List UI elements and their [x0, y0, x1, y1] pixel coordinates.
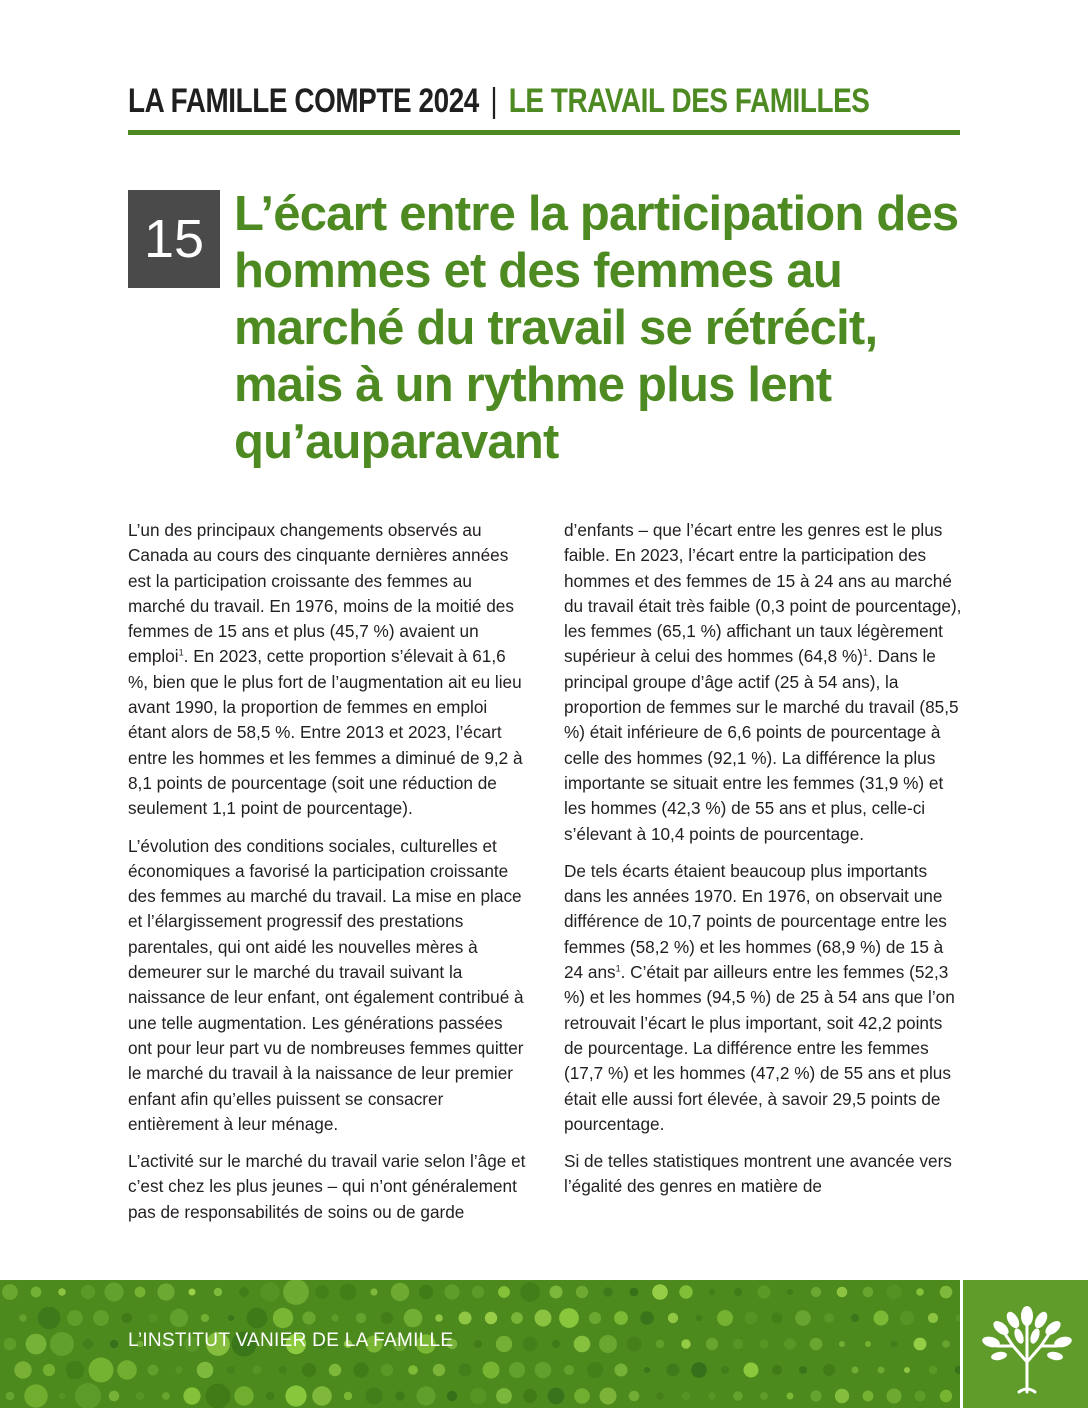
- decorative-dot: [408, 1365, 418, 1375]
- decorative-dot: [365, 1387, 382, 1404]
- decorative-dot: [942, 1340, 950, 1348]
- decorative-dot: [447, 1391, 457, 1401]
- decorative-dot: [603, 1287, 612, 1296]
- decorative-dot: [574, 1388, 590, 1404]
- decorative-dot: [253, 1366, 262, 1375]
- decorative-dot: [279, 1366, 287, 1374]
- decorative-dot: [419, 1285, 433, 1299]
- decorative-dot: [470, 1388, 487, 1405]
- decorative-dot: [485, 1312, 497, 1324]
- decorative-dot: [459, 1312, 472, 1325]
- decorative-dot: [83, 1339, 93, 1349]
- decorative-dot: [915, 1391, 926, 1402]
- decorative-dot: [109, 1391, 120, 1402]
- decorative-dot: [89, 1358, 114, 1383]
- decorative-dot: [14, 1361, 31, 1378]
- decorative-dot: [839, 1341, 845, 1347]
- decorative-dot: [498, 1286, 510, 1298]
- decorative-dot: [2, 1284, 18, 1300]
- decorative-dot: [630, 1288, 639, 1297]
- decorative-dot: [810, 1338, 823, 1351]
- decorative-dot: [353, 1362, 368, 1377]
- decorative-dot: [67, 1310, 83, 1326]
- decorative-dot: [878, 1367, 885, 1374]
- decorative-dot: [708, 1392, 716, 1400]
- decorative-dot: [733, 1339, 744, 1350]
- tree-icon: [963, 1280, 1088, 1408]
- decorative-dot: [721, 1366, 729, 1374]
- decorative-dot: [865, 1341, 871, 1347]
- decorative-dot: [874, 1311, 889, 1326]
- decorative-dot: [709, 1289, 715, 1295]
- decorative-dot: [260, 1282, 279, 1301]
- section-name: LE TRAVAIL DES FAMILLES: [508, 82, 870, 120]
- decorative-dot: [234, 1386, 253, 1405]
- decorative-dot: [520, 1282, 539, 1301]
- decorative-dot: [239, 1287, 249, 1297]
- text-column-left: [128, 518, 528, 1237]
- decorative-dot: [329, 1364, 341, 1376]
- decorative-dot: [644, 1367, 650, 1373]
- decorative-dot: [523, 1389, 537, 1403]
- paragraph-4: De tels écarts étaient beaucoup plus importants dans les années 1970. En 1976, on observait une différence de 10,7 points de pourcentage entre les femmes (58,2 %) et les hommes (68,9 %) de 15 à 24 ans$^1$. C’était par ailleurs entre les femmes (52,3 %) et les hommes (94,5 %) de 25 à 54 ans que l’on retrouvait l’écart le plus important, soit 42,2 points de pourcentage. La différence entre les femmes (17,7 %) et les hommes (47,2 %) de 55 ans et plus était elle aussi fort élevée, à savoir 29,5 points de pourcentage.: [564, 860, 955, 1134]
- organization-name: L’INSTITUT VANIER DE LA FAMILLE: [128, 1330, 454, 1351]
- decorative-dot: [148, 1365, 159, 1376]
- decorative-dot: [26, 1334, 47, 1355]
- decorative-dot: [887, 1389, 902, 1404]
- decorative-dot: [58, 1288, 66, 1296]
- decorative-dot: [600, 1388, 617, 1405]
- decorative-dot: [302, 1311, 315, 1324]
- decorative-dot: [679, 1285, 692, 1298]
- decorative-dot: [162, 1392, 170, 1400]
- decorative-dot: [914, 1338, 927, 1351]
- decorative-dot: [81, 1285, 95, 1299]
- decorative-dot: [157, 1283, 174, 1300]
- decorative-dot: [136, 1392, 144, 1400]
- decorative-dot: [587, 1362, 603, 1378]
- decorative-dot: [745, 1312, 758, 1325]
- decorative-dot: [24, 1384, 47, 1407]
- decorative-dot: [273, 1308, 293, 1328]
- decorative-dot: [824, 1313, 834, 1323]
- decorative-dot: [863, 1287, 874, 1298]
- decorative-dot: [615, 1364, 628, 1377]
- decorative-dot: [772, 1365, 782, 1375]
- footnote-ref: 1: [615, 963, 621, 974]
- decorative-dot: [904, 1367, 910, 1373]
- decorative-dot: [189, 1289, 196, 1296]
- decorative-dot: [929, 1366, 937, 1374]
- decorative-dot: [227, 1366, 235, 1374]
- decorative-dot: [38, 1307, 61, 1330]
- decorative-dot: [940, 1390, 952, 1402]
- decorative-dot: [381, 1312, 393, 1324]
- decorative-dot: [652, 1284, 668, 1300]
- decorative-dot: [640, 1311, 654, 1325]
- decorative-dot: [744, 1363, 759, 1378]
- text-column-right: [564, 518, 964, 1212]
- paragraph-3: L’activité sur le marché du travail varie selon l’âge et c’est chez les plus jeunes – qui n’ont généralement pas de responsabilités de soins ou de garde: [128, 1151, 526, 1222]
- decorative-dot: [93, 1310, 109, 1326]
- decorative-dot: [59, 1393, 65, 1399]
- decorative-dot: [474, 1340, 482, 1348]
- decorative-dot: [733, 1391, 742, 1400]
- decorative-dot: [435, 1314, 443, 1322]
- decorative-dot: [356, 1313, 366, 1323]
- decorative-dot: [395, 1391, 404, 1400]
- decorative-dot: [837, 1287, 848, 1298]
- decorative-dot: [117, 1360, 137, 1380]
- decorative-dot: [535, 1362, 552, 1379]
- logo-panel: [960, 1280, 1088, 1408]
- decorative-dot: [823, 1364, 835, 1376]
- decorative-dot: [170, 1309, 188, 1327]
- decorative-dot: [550, 1286, 563, 1299]
- decorative-dot: [835, 1389, 849, 1403]
- publication-series: LA FAMILLE COMPTE 2024: [128, 82, 479, 120]
- decorative-dot: [370, 1288, 377, 1295]
- decorative-dot: [734, 1288, 742, 1296]
- decorative-dot: [201, 1314, 209, 1322]
- decorative-dot: [696, 1315, 703, 1322]
- decorative-dot: [851, 1314, 859, 1322]
- decorative-dot: [175, 1366, 182, 1373]
- paragraph-2: L’évolution des conditions sociales, culturelles et économiques a favorisé la participation croissante des femmes au marché du travail. La mise en place et l’élargissement progressif des prestations parentales, qui ont aidé les nouvelles mères à demeurer sur le marché du travail suivant la naissance de leur enfant, ont également contribué à une telle augmentation. Les générations passées ont pour leur part vu de nombreuses femmes quitter le marché du travail à la naissance de leur premier enfant afin qu’elles puissent se consacrer entièrement à leur ménage.: [128, 835, 524, 1134]
- decorative-dot: [784, 1338, 796, 1350]
- decorative-dot: [691, 1362, 707, 1378]
- decorative-dot: [496, 1336, 512, 1352]
- decorative-dot: [285, 1385, 306, 1406]
- decorative-dot: [589, 1312, 601, 1324]
- decorative-dot: [656, 1340, 664, 1348]
- decorative-dot: [312, 1386, 332, 1406]
- decorative-dot: [247, 1308, 268, 1329]
- decorative-dot: [548, 1388, 565, 1405]
- decorative-dot: [183, 1387, 200, 1404]
- decorative-dot: [496, 1388, 512, 1404]
- decorative-dot: [614, 1311, 628, 1325]
- footnote-ref: 1: [863, 647, 869, 658]
- decorative-dot: [50, 1332, 74, 1356]
- decorative-dot: [863, 1391, 874, 1402]
- decorative-dot: [404, 1309, 423, 1328]
- decorative-dot: [852, 1367, 859, 1374]
- decorative-dot: [891, 1341, 898, 1348]
- paragraph-5: Si de telles statistiques montrent une avancée vers l’égalité des genres en matière de: [564, 1151, 952, 1197]
- decorative-dot: [266, 1392, 275, 1401]
- decorative-dot: [283, 1280, 309, 1305]
- decorative-dot: [43, 1364, 55, 1376]
- paragraph-1: L’un des principaux changements observés au Canada au cours des cinquante dernières années est la participation croissante des femmes au marché du travail. En 1976, moins de la moitié des femmes de 15 ans et plus (45,7 %) avaient un emploi$^1$. En 2023, cette proportion s’élevait à 61,6 %, bien que le plus fort de l’augmentation ait eu lieu avant 1990, la proportion de femmes en emploi étant alors de 58,5 %. Entre 2013 et 2023, l’écart entre les hommes et les femmes a diminué de 9,2 à 8,1 points de pourcentage (soit une réduction de seulement 1,1 point de pourcentage).: [128, 520, 523, 819]
- footnote-ref: 1: [178, 647, 184, 658]
- running-header: [128, 82, 870, 126]
- decorative-dot: [444, 1284, 459, 1299]
- decorative-dot: [19, 1314, 27, 1322]
- decorative-dot: [4, 1338, 17, 1351]
- decorative-dot: [31, 1287, 42, 1298]
- decorative-dot: [509, 1362, 525, 1378]
- decorative-dot: [799, 1366, 807, 1374]
- decorative-dot: [110, 1340, 119, 1349]
- decorative-dot: [511, 1312, 523, 1324]
- paragraph-3-continued: d’enfants – que l’écart entre les genres est le plus faible. En 2023, l’écart entre la participation des hommes et des femmes de 15 à 24 ans au marché du travail était très faible (0,3 point de pourcentage), les femmes (65,1 %) affichant un taux légèrement supérieur à celui des hommes (64,8 %)$^1$. Dans le principal groupe d’âge actif (25 à 54 ans), la proportion de femmes sur le marché du travail (85,5 %) était inférieure de 6,6 points de pourcentage à celle des hommes (92,1 %). La différence la plus importante se situait entre les femmes (31,9 %) et les hommes (42,3 %) de 55 ans et plus, celle-ci s’élevant à 10,4 points de pourcentage.: [564, 520, 962, 844]
- page-title: L’écart entre la participation des hommes et des femmes au marché du travail se rétrécit, mais à un rythme plus lent qu’auparavant: [234, 187, 959, 469]
- decorative-dot: [627, 1337, 642, 1352]
- decorative-dot: [681, 1339, 690, 1348]
- decorative-dot: [75, 1383, 101, 1408]
- decorative-dot: [535, 1310, 552, 1327]
- decorative-dot: [135, 1287, 146, 1298]
- decorative-dot: [787, 1289, 793, 1295]
- decorative-dot: [483, 1362, 500, 1379]
- decorative-dot: [104, 1282, 123, 1301]
- decorative-dot: [771, 1312, 782, 1323]
- decorative-dot: [433, 1364, 445, 1376]
- header-separator: |: [490, 82, 498, 120]
- decorative-dot: [667, 1364, 680, 1377]
- decorative-dot: [668, 1313, 678, 1323]
- decorative-dot: [149, 1314, 158, 1323]
- decorative-dot: [928, 1313, 938, 1323]
- decorative-dot: [552, 1340, 560, 1348]
- decorative-dot: [574, 1336, 591, 1353]
- decorative-dot: [340, 1284, 357, 1301]
- decorative-dot: [459, 1364, 472, 1377]
- decorative-dot: [391, 1283, 409, 1301]
- decorative-dot: [599, 1335, 617, 1353]
- header-rule: [128, 130, 960, 135]
- decorative-dot: [6, 1392, 15, 1401]
- decorative-dot: [900, 1311, 914, 1325]
- decorative-dot: [197, 1362, 214, 1379]
- decorative-dot: [811, 1287, 821, 1297]
- decorative-dot: [940, 1286, 953, 1299]
- decorative-dot: [706, 1338, 718, 1350]
- decorative-dot: [559, 1308, 579, 1328]
- decorative-dot: [214, 1288, 222, 1296]
- decorative-dot: [472, 1286, 484, 1298]
- decorative-dot: [916, 1288, 924, 1296]
- decorative-dot: [66, 1361, 85, 1380]
- decorative-dot: [331, 1314, 338, 1321]
- decorative-dot: [416, 1386, 435, 1405]
- decorative-dot: [887, 1285, 902, 1300]
- decorative-dot: [795, 1310, 811, 1326]
- decorative-dot: [315, 1285, 329, 1299]
- decorative-dot: [760, 1340, 769, 1349]
- decorative-dot: [564, 1365, 574, 1375]
- decorative-dot: [302, 1363, 316, 1377]
- decorative-dot: [228, 1315, 234, 1321]
- decorative-dot: [381, 1364, 394, 1377]
- decorative-dot: [206, 1384, 231, 1409]
- decorative-dot: [629, 1391, 640, 1402]
- decorative-dot: [523, 1337, 538, 1352]
- decorative-dot: [576, 1286, 588, 1298]
- item-number-badge: 15: [128, 190, 220, 288]
- decorative-dot: [760, 1392, 768, 1400]
- decorative-dot: [757, 1285, 770, 1298]
- decorative-dot: [122, 1313, 133, 1324]
- decorative-dot: [810, 1390, 821, 1401]
- decorative-dot: [787, 1393, 794, 1400]
- decorative-dot: [682, 1392, 690, 1400]
- decorative-dot: [717, 1310, 733, 1326]
- decorative-dot: [656, 1392, 663, 1399]
- decorative-dot: [344, 1392, 352, 1400]
